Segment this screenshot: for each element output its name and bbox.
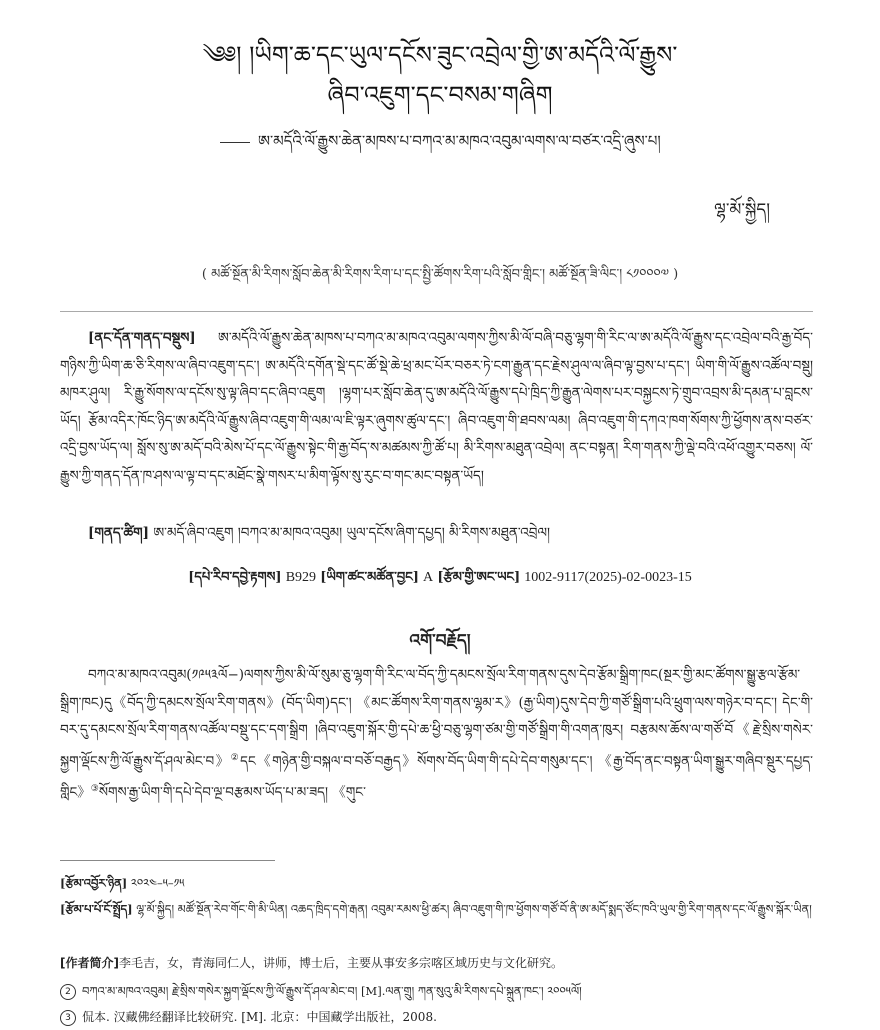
body-text-part-1: བཀའ་མ་མཁའ་འབུམ(༡༩༥༣ལོ−)ལགས་ཀྱིས་མི་ལོ་སུམ་ཅུ་ལྷག་གི་རིང་ལ་བོད་ཀྱི་དམངས་སྲོལ་རིག་གནས་དུས་དེབ་རྩོམ་སྒྲིག་ཁང(སྔར་གྱི་མང་ཚོགས་སྒྱུ་རྩལ་རྩོམ་སྒྲིག་ཁང)དུ《བོད་ཀྱི་དམངས་སྲོལ་རིག་གནས》(བོད་ཡིག)དང་། 《མང་ཚོགས་རིག་གནས་ལྷམ་ར》(རྒྱ་ཡིག)དུས་དེབ་ཀྱི་གཙོ་སྒྲིག་པའི་ཕྲུག་ལས་གཉེར་བ་དང་། དེང་གི་བར་དུ་དམངས་སྲོལ་རིག་གནས་འཚོལ་བསྡུ་དང་དག་སྒྲིག །ཞིབ་འཇུག་སྐོར་གྱི་དཔེ་ཆ་ཕྱི་བཅུ་ལྷག་ཙམ་གྱི་གཙོ་སྒྲིག་གི་འགན་ཁུར། བརྩམས་ཆོས་ལ་གཙོ་བོ《རྗེ་སྲིས་གསེར་སྐྱག་ལྡོངས་ཀྱི་ལོ་རྒྱུས་དོ་ཤལ་མེང་བ》: [60, 667, 813, 769]
header-divider: [60, 311, 813, 312]
classification-line: [0, 566, 880, 590]
footnote-author-bio-chinese: [60, 952, 840, 974]
abstract-label: [ནང་དོན་གནད་བསྡུས]: [88, 330, 196, 346]
footnote-3-marker: 3: [60, 1010, 76, 1026]
footnote-3-text: 侃本. 汉藏佛经翻译比较研究. [M]. 北京：中国藏学出版社，2008.: [82, 1010, 437, 1024]
footnote-2-text: བཀའ་མ་མཁའ་འབུམ། རྗེ་སྲིས་གསེར་སྐྱག་ལྡོངས་ཀྱི་ལོ་རྒྱུས་དོ་ཤལ་མེང་བ། [M].ལན་གྲུ། ཀན་སུའུ་མི་རིགས་དཔེ་སྐྲུན་ཁང་། ༢༠༠༥ལོ།: [82, 984, 582, 998]
article-id-label: [རྩོམ་གྱི་ཨང་ཡང]: [437, 570, 521, 585]
body-text-part-3: སོགས་རྒྱ་ཡིག་གི་དཔེ་དེབ་ལྔ་བརྩམས་ཡོད་པ་མ་ཟད། 《གུང་: [98, 784, 366, 800]
section-heading-introduction: འགོ་བརྗོད།: [409, 631, 471, 651]
footnote-divider: [60, 860, 275, 861]
footnote-ref-3[interactable]: ③: [90, 783, 99, 794]
author-affiliation: ( མཚོ་སྔོན་མི་རིགས་སློབ་ཆེན་མི་རིགས་རིག་པ་དང་སྤྱི་ཚོགས་རིག་པའི་སློབ་གླིང་། མཚོ་སྔོན་ཟི་ལིང་། ༨༡༠༠༠༧ ): [201, 267, 679, 282]
received-value: ༢༠༢༤–༥–༡༥: [130, 876, 185, 890]
article-subtitle: [220, 128, 840, 154]
footnote-2: [60, 980, 840, 1002]
keywords: [60, 520, 813, 548]
body-text: [60, 662, 813, 852]
article-title-line-2: ཞིབ་འཇུག་དང་བསམ་གཞིག: [327, 81, 553, 109]
footnote-author-bio-tibetan: [60, 898, 840, 948]
abstract-text: ཨ་མདོའི་ལོ་རྒྱུས་ཆེན་མཁས་པ་བཀའ་མ་མཁའ་འབུམ་ལགས་ཀྱིས་མི་ལོ་བཞི་བཅུ་ལྷག་གི་རིང་ལ་ཨ་མདོའི་ལོ་རྒྱུས་དང་འབྲེལ་བའི་རྒྱ་བོད་གཉིས་ཀྱི་ཡིག་ཆ་ཅི་རིགས་ལ་ཞིབ་འཇུག་དང་། ཨ་མདོའི་དགོན་སྡེ་དང་ཚོ་སྡེ་ཆེ་ཕྲ་མང་པོར་བཅར་ཏེ་ངག་རྒྱུན་དང་རྗེས་ཤུལ་ལ་ཞིབ་ལྟ་བྱས་པ་དང་། ཡིག་གི་ལོ་རྒྱུས་འཚོལ་བསྡུ། མཁར་ཤུལ། རི་རྒྱུ་སོགས་ལ་དངོས་སུ་ལྟ་ཞིབ་དང་ཞིབ་འཇུག །ལྷག་པར་སློབ་ཆེན་དུ་ཨ་མདོའི་ལོ་རྒྱུས་དཔེ་ཁྲིད་ཀྱི་རྒྱུན་ལེགས་པར་བསྐྱངས་ཏེ་གྲུབ་འབྲས་མི་དམན་པ་བླངས་ཡོད། རྩོམ་འདིར་ཁོང་ཉིད་ཨ་མདོའི་ལོ་རྒྱུས་ཞིབ་འཇུག་གི་ལམ་ལ་ཇི་ལྟར་ཞུགས་ཚུལ་དང་། ཞིབ་འཇུག་གི་ཐབས་ལམ། ཞིབ་འཇུག་གི་དཀའ་ཁག་སོགས་ཀྱི་ཕྱོགས་ནས་བཙར་འདྲི་བྱས་ཡོད་ལ། སློས་སུ་ཨ་མདོ་བའི་མེས་པོ་དང་ལོ་རྒྱུས་སྟེང་གི་རྒྱ་བོད་ས་མཚམས་ཀྱི་ཚོ་པ། མི་རིགས་མཐུན་འབྲེལ། ནང་བསྟན། རིག་གནས་ཀྱི་ལྡེ་བའི་འཕོ་འགྱུར་བཅས། ལོ་རྒྱུས་ཀྱི་གནད་དོན་ཁ་ཤས་ལ་ལྟ་བ་དང་མཐོང་སྣེ་གསར་པ་མིག་ལྟོས་སུ་རུང་བ་གང་མང་བསྟན་ཡོད།: [60, 330, 813, 484]
subtitle-text: ཨ་མདོའི་ལོ་རྒྱུས་ཆེན་མཁས་པ་བཀའ་མ་མཁའ་འབུམ་ལགས་ལ་བཙར་འདྲི་ཞུས་པ།: [258, 132, 661, 150]
footnote-received-date: [60, 872, 840, 894]
keywords-text: ཨ་མདོ་ཞིབ་འཇུག །བཀའ་མ་མཁའ་འབུམ། ཡུལ་དངོས་ཞིག་དཔྱད། མི་རིགས་མཐུན་འབྲེལ།: [153, 525, 550, 541]
article-title-line-1: ༄༅། །ཡིག་ཆ་དང་ཡུལ་དངོས་ཟུང་འབྲེལ་གྱི་ཨ་མདོའི་ལོ་རྒྱུས་: [202, 41, 678, 69]
clc-value: B929: [285, 570, 317, 585]
footnote-2-marker: 2: [60, 984, 76, 1000]
em-dash-rule: [220, 142, 250, 143]
author-bio-label: [རྩོམ་པ་པོ་ངོ་སྤྲོད]: [60, 902, 133, 916]
author-bio-zh-label: [作者简介]: [60, 956, 119, 970]
author-bio-text: ལྷ་མོ་སྐྱིད། མཚོ་སྔོན་རེབ་གོང་གི་མི་ཡིན། འཆད་ཁྲིད་དགེ་རྒན། འབུམ་རམས་ཕྱི་ཚར། ཞིབ་འཇུག་གི་ཁ་ཕྱོགས་གཙོ་བོ་ནི་ཨ་མདོ་སྨད་ཙོང་ཁའི་ཡུལ་གྱི་རིག་གནས་དང་ལོ་རྒྱུས་སྐོར་ཡིན།: [136, 902, 812, 916]
footnote-ref-2[interactable]: ②: [230, 752, 241, 763]
doc-code-label: [ཡིག་ཚང་མཚོན་བྱང]: [320, 570, 419, 585]
keywords-label: [གནད་ཚིག]: [88, 525, 150, 541]
abstract: [60, 325, 813, 510]
clc-label: [དཔེ་རིབ་དབྱེ་རྟགས]: [188, 570, 282, 585]
article-id-value: 1002-9117(2025)-02-0023-15: [524, 570, 692, 585]
body-text-part-2: དང《གཉེན་གྱི་བསྐལ་བ་བཅོ་བརྒྱད》སོགས་བོད་ཡིག་གི་དཔེ་དེབ་གསུམ་དང་། 《རྒྱ་བོད་ནང་བསྟན་ཡིག་སྒྱུར་གཞིབ་སྡུར་དཔྱད་གླིང》: [60, 753, 813, 800]
author-name: ལྷ་མོ་སྐྱིད།: [714, 200, 770, 220]
doc-code-value: A: [423, 570, 434, 585]
received-label: [རྩོམ་འབྱོར་ཉིན]: [60, 876, 128, 890]
author-bio-zh-text: 李毛吉，女，青海同仁人，讲师，博士后，主要从事安多宗喀区域历史与文化研究。: [118, 956, 563, 970]
footnote-3: [60, 1006, 840, 1028]
